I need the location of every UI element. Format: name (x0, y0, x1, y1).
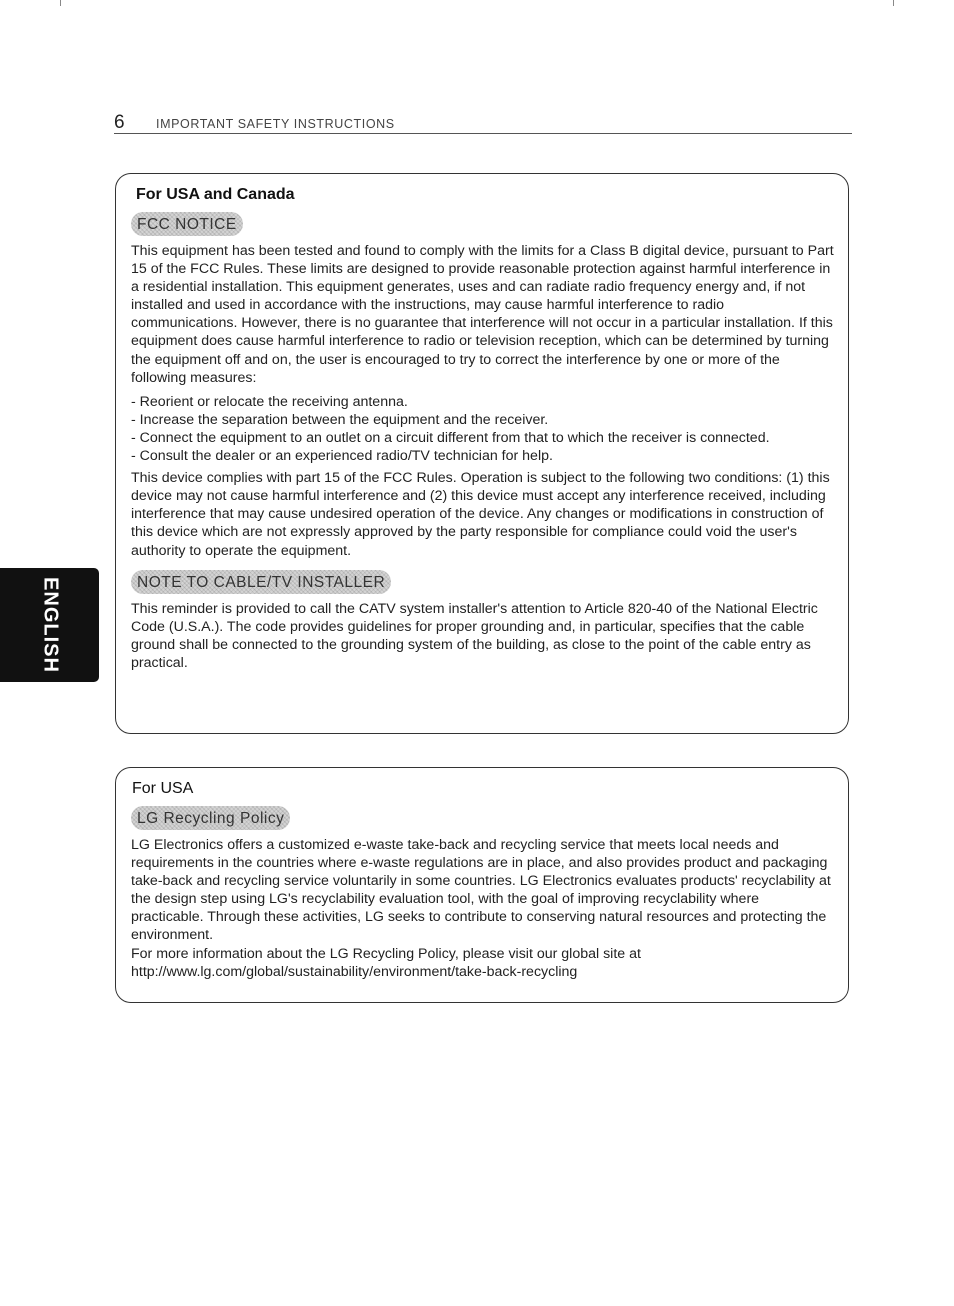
cable-installer-note-paragraph: This reminder is provided to call the CATV system installer's attention to Article 820-40 of the National Electric Code (U.S.A.). The code provides guidelines for proper grounding and, in particular, specifies that the cable ground shall be connected to the grounding system of the building, as close to the point of the cable entry as practical. (131, 600, 818, 671)
fcc-compliance-paragraph: This device complies with part 15 of the FCC Rules. Operation is subject to the following two conditions: (1) this device may not cause harmful interference and (2) this device must accept any interference received, including interference that may cause undesired operation of the device. Any changes or modifications in construction of this device which are not expressly approved by the party responsible for compliance could void the user's authority to operate the equipment. (131, 470, 830, 559)
language-tab (0, 568, 99, 682)
list-item: - Consult the dealer or an experienced radio/TV technician for help. (131, 448, 553, 465)
fcc-notice-title: FCC NOTICE (131, 212, 243, 236)
usa-canada-heading: For USA and Canada (136, 186, 295, 203)
list-item: - Reorient or relocate the receiving antenna. (131, 393, 408, 410)
recycling-more-info: For more information about the LG Recycling Policy, please visit our global site at (131, 945, 641, 962)
list-item: - Connect the equipment to an outlet on a circuit different from that to which the receiver is connected. (131, 429, 770, 446)
usa-heading: For USA (132, 780, 194, 797)
page-number: 6 (114, 112, 125, 133)
cable-installer-note-title: NOTE TO CABLE/TV INSTALLER (131, 570, 391, 594)
section-title: IMPORTANT SAFETY INSTRUCTIONS (156, 117, 395, 131)
usa-canada-box (115, 173, 849, 734)
fcc-intro-paragraph: This equipment has been tested and found to comply with the limits for a Class B digital device, pursuant to Part 15 of the FCC Rules. These limits are designed to provide reasonable protection against harmful interference in a residential installation. This equipment generates, uses and can radiate radio frequency energy and, if not installed and used in accordance with the instructions, may cause harmful interference to radio communications. However, there is no guarantee that interference will not occur in a particular installation. If this equipment does cause harmful interference to radio or television reception, which can be determined by turning the equipment off and on, the user is encouraged to try to correct the interference by one or more of the following measures: (131, 243, 834, 386)
list-item: - Increase the separation between the equipment and the receiver. (131, 411, 549, 428)
usa-box (115, 767, 849, 1003)
page-header (114, 113, 852, 134)
recycling-policy-paragraph: LG Electronics offers a customized e-waste take-back and recycling service that meets local needs and requirements in the countries where e-waste regulations are in place, and also provides product and packaging take-back and recycling service voluntarily in some countries. LG Electronics evaluates products' recyclability at the design step using LG's recyclability evaluation tool, with the goal of improving recyclability where practicable. Through these activities, LG seeks to contribute to conserving natural resources and protecting the environment. (131, 837, 831, 944)
crop-mark-left (60, 0, 61, 6)
recycling-policy-title: LG Recycling Policy (131, 806, 290, 830)
recycling-url-link: http://www.lg.com/global/sustainability/environment/take-back-recycling (131, 963, 578, 980)
crop-mark-right (893, 0, 894, 6)
language-tab-label: ENGLISH (39, 577, 61, 673)
fcc-measures-list (131, 393, 834, 465)
